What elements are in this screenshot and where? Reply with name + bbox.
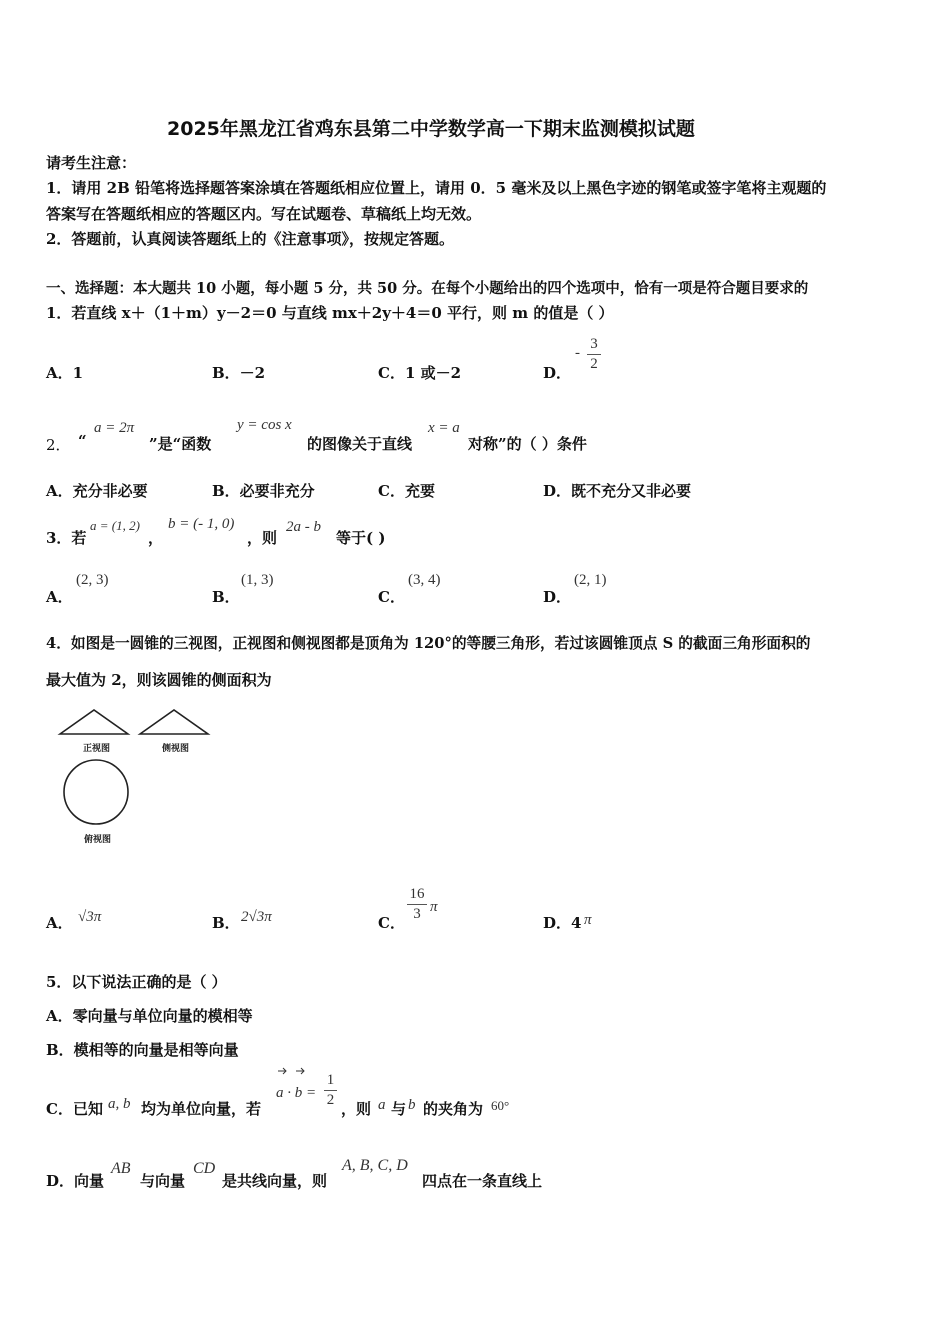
q1-d-fraction: 3 2 [587,336,601,373]
q2-text-1: ”是“函数 [149,435,212,453]
section-heading: 一、选择题：本大题共 10 小题，每小题 5 分，共 50 分。在每个小题给出的四个选项中，恰有一项是符合题目要求的 [46,280,809,297]
q4-c-fraction: 16 3 [407,886,427,923]
q5-option-b[interactable]: B．模相等的向量是相等向量 [46,1041,239,1059]
q5-option-d[interactable]: D．向量 [46,1172,105,1190]
q2-open-quote: “ [78,432,87,450]
q2-option-c[interactable]: C．充要 [378,482,435,500]
q3-option-a-value: (2, 3) [76,572,109,588]
q4-stem-line-2: 最大值为 2，则该圆锥的侧面积为 [46,671,272,689]
top-view-circle [64,760,128,824]
notice-line-2: 2．答题前，认真阅读答题纸上的《注意事项》，按规定答题。 [46,230,454,248]
q1-option-c[interactable]: C．1 或－2 [378,364,462,382]
front-view-triangle [60,710,128,734]
q4-option-b[interactable]: B． [212,914,240,932]
q3-comma: ， [148,529,164,547]
front-view-label: 正视图 [83,744,111,754]
q3-option-d[interactable]: D． [543,588,572,606]
q4-option-a-value: √3π [78,909,102,925]
q3-option-c[interactable]: C． [378,588,405,606]
notice-line-1a: 1．请用 2B 铅笔将选择题答案涂填在答题纸相应位置上，请用 0．5 毫米及以上黑色字迹的钢笔或签字笔将主观题的 [46,179,827,197]
cone-three-views-figure [52,704,212,846]
notice-heading: 请考生注意： [46,154,137,172]
q3-option-b[interactable]: B． [212,588,240,606]
q3-text-2: 等于( ) [336,529,386,547]
q4-option-a[interactable]: A． [46,914,73,932]
q5-d-text-1: 与向量 [140,1172,186,1190]
q4-option-b-value: 2√3π [241,909,272,925]
q5-c-text-4: 的夹角为 [423,1100,484,1118]
q3-text-1: ，则 [247,529,278,547]
q1-option-a[interactable]: A．1 [46,364,84,382]
q1-d-sign: - [575,345,580,361]
q3-option-d-value: (2, 1) [574,572,607,588]
q3-option-a[interactable]: A． [46,588,73,606]
q2-number: 2． [46,436,71,454]
q4-stem-line-1: 4．如图是一圆锥的三视图，正视图和侧视图都是顶角为 120°的等腰三角形，若过该圆锥顶点 S 的截面三角形面积的 [46,635,811,652]
q5-d-math-ab: AB [111,1160,131,1177]
page-title: 2025年黑龙江省鸡东县第二中学数学高一下期末监测模拟试题 [167,118,695,140]
q3-math-expr: 2a - b [286,519,321,535]
q2-option-b[interactable]: B．必要非充分 [212,482,315,500]
q5-c-fraction: 1 2 [324,1072,337,1109]
q5-option-a[interactable]: A．零向量与单位向量的模相等 [46,1007,253,1025]
q5-d-text-2: 是共线向量，则 [222,1172,328,1190]
q4-option-c[interactable]: C． [378,914,405,932]
q3-option-c-value: (3, 4) [408,572,441,588]
q5-c-text-2: ，则 [341,1100,372,1118]
q2-text-3: 对称”的（ ）条件 [468,435,587,453]
q1-option-d[interactable]: D． [543,364,572,382]
q5-stem: 5．以下说法正确的是（ ） [46,973,227,991]
q5-d-math-points: A, B, C, D [342,1157,408,1174]
q5-c-math-b: b [408,1097,416,1113]
vector-arrows-icon [276,1066,310,1076]
q5-c-math-ab: a, b [108,1096,131,1112]
q3-stem-start: 3．若 [46,529,87,547]
q4-c-pi: π [430,899,438,915]
side-view-triangle [140,710,208,734]
q2-text-2: 的图像关于直线 [307,435,413,453]
side-view-label: 侧视图 [162,744,190,754]
q5-c-angle: 60° [491,1098,510,1113]
q5-c-math-a: a [378,1097,386,1113]
notice-line-1b: 答案写在答题纸相应的答题区内。写在试题卷、草稿纸上均无效。 [46,205,482,223]
q3-math-a: a = (1, 2) [90,518,140,533]
q5-c-text-1: 均为单位向量，若 [141,1100,262,1118]
q5-c-math-dot: a · b = [276,1085,317,1101]
q3-math-b: b = (- 1, 0) [168,516,235,532]
q5-option-c[interactable]: C．已知 [46,1100,103,1118]
q2-math-function: y = cos x [237,417,292,433]
q2-math-line: x = a [428,420,460,436]
q2-math-a: a = 2π [94,420,135,436]
q1-stem: 1．若直线 x＋（1＋m）y－2＝0 与直线 mx＋2y＋4＝0 平行，则 m 的值是（ ） [46,304,614,322]
q2-option-d[interactable]: D．既不充分又非必要 [543,482,692,500]
q5-d-math-cd: CD [193,1160,216,1177]
q2-option-a[interactable]: A．充分非必要 [46,482,148,500]
top-view-label: 俯视图 [84,835,112,845]
q4-option-d[interactable]: D．4 [543,914,582,932]
q1-option-b[interactable]: B．－2 [212,364,266,382]
q5-c-text-3: 与 [391,1100,407,1118]
q4-d-pi: π [584,912,592,928]
q3-option-b-value: (1, 3) [241,572,274,588]
q5-d-text-3: 四点在一条直线上 [422,1172,543,1190]
